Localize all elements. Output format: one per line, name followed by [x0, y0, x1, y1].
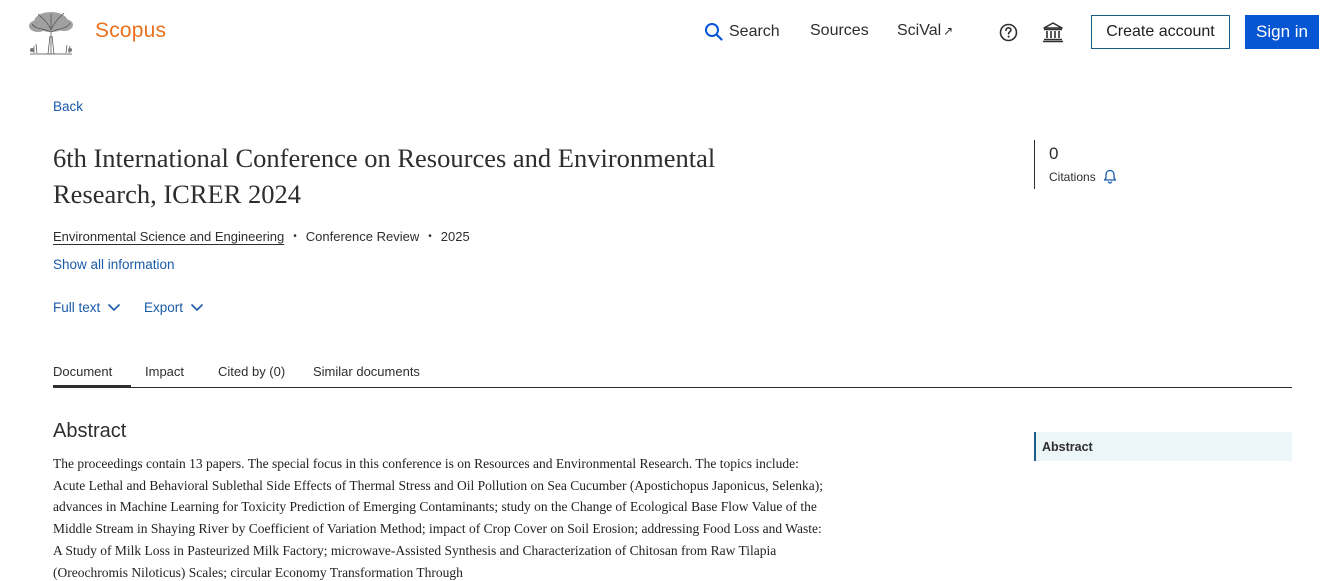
create-account-button[interactable]: Create account [1091, 15, 1230, 49]
source-title-link[interactable]: Environmental Science and Engineering [53, 229, 285, 244]
abstract-heading: Abstract [53, 420, 127, 442]
citations-label-row [1049, 169, 1117, 184]
abstract-text: The proceedings contain 13 papers. The special focus in this conference is on Resources and Environmental Research. The topics include: Acute Lethal and Behavioral Sublethal Side Effects of Thermal Stress and Oil Pollution on Sea Cucumber (Apostichopus Japonicus, Selenka); advances in Machine Learning for Toxicity Prediction of Emerging Contaminants; study on the Change of Ecological Base Flow Value of the Middle Stream in Shaying River by Coefficient of Variation Method; impact of Crop Cover on Soil Erosion; addressing Food Loss and Waste: A Study of Milk Loss in Pasteurized Milk Factory; microwave-Assisted Synthesis and Characterization of Chitosan from Raw Tilapia (Oreochromis Niloticus) Scales; circular Economy Transformation Through [53, 456, 823, 580]
nav-sources-label: Sources [810, 22, 869, 39]
document-title: 6th International Conference on Resources and Environmental Research, ICRER 2024 [53, 143, 716, 209]
search-icon [704, 22, 723, 41]
document-meta [53, 229, 470, 244]
elsevier-tree-logo-icon[interactable] [26, 10, 76, 55]
nav-sources[interactable] [810, 22, 869, 40]
nav-scival[interactable] [897, 22, 953, 40]
nav-search-label: Search [729, 22, 780, 40]
citations-label: Citations [1049, 169, 1096, 184]
nav-search[interactable] [704, 22, 780, 41]
top-header [0, 0, 1343, 66]
external-link-icon: ↗ [943, 24, 954, 38]
tab-similar-documents[interactable]: Similar documents [313, 364, 420, 379]
document-type: Conference Review [305, 229, 420, 244]
side-nav-abstract[interactable] [1034, 432, 1292, 461]
sign-in-button[interactable]: Sign in [1245, 15, 1319, 49]
tab-cited-by[interactable]: Cited by (0) [218, 364, 286, 379]
full-text-dropdown[interactable] [53, 300, 121, 315]
back-link[interactable]: Back [53, 99, 84, 114]
chevron-down-icon [107, 303, 121, 312]
institution-icon [1042, 21, 1064, 43]
export-label: Export [144, 300, 184, 315]
nav-scival-label: SciVal [897, 22, 942, 39]
meta-separator: • [293, 231, 297, 242]
institution-button[interactable] [1041, 20, 1065, 44]
scopus-brand[interactable]: Scopus [95, 19, 167, 42]
publication-year: 2025 [440, 229, 470, 244]
tab-document[interactable]: Document [53, 364, 131, 388]
help-circle-icon [999, 23, 1018, 42]
help-button[interactable] [996, 20, 1020, 44]
side-nav-abstract-label: Abstract [1042, 439, 1093, 454]
bell-alert-icon[interactable] [1103, 169, 1117, 184]
meta-separator: • [428, 231, 432, 242]
full-text-label: Full text [53, 300, 101, 315]
citation-count: 0 [1049, 144, 1059, 163]
document-tabs [53, 362, 1292, 388]
citations-summary [1034, 140, 1117, 189]
show-all-information-link[interactable]: Show all information [53, 257, 175, 272]
export-dropdown[interactable] [144, 300, 204, 315]
chevron-down-icon [190, 303, 204, 312]
tab-impact[interactable]: Impact [145, 364, 185, 379]
